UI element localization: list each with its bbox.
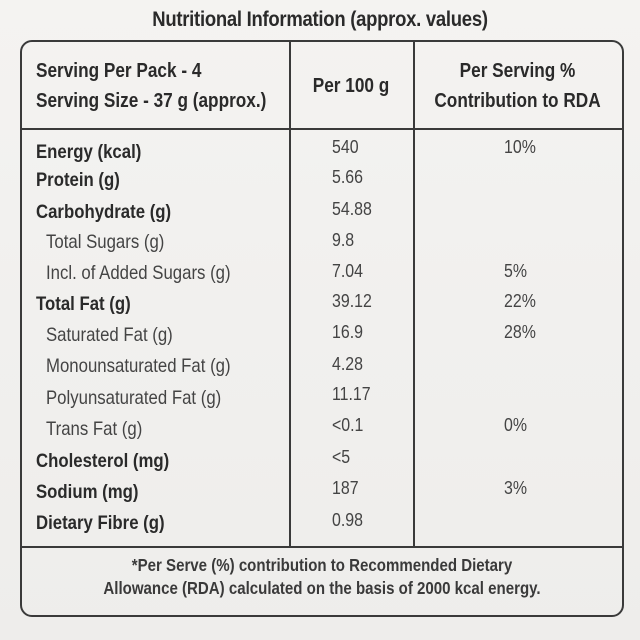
per-100g-value: 11.17 xyxy=(332,383,371,404)
label-title: Nutritional Information (approx. values) xyxy=(152,8,488,31)
rda-value: 10% xyxy=(504,136,536,157)
per-100g-value: 9.8 xyxy=(332,229,355,250)
nutrient-label: Sodium (mg) xyxy=(36,481,139,503)
per-100g-value: 187 xyxy=(332,477,359,498)
per-100g-value: <5 xyxy=(332,446,351,467)
nutrient-label: Protein (g) xyxy=(36,169,120,191)
rda-footnote xyxy=(64,554,580,600)
nutrient-label: Total Sugars (g) xyxy=(46,231,165,253)
nutrition-table xyxy=(20,40,624,617)
rda-value: 5% xyxy=(504,260,528,281)
nutrient-label: Energy (kcal) xyxy=(36,141,142,163)
per-100g-value: 7.04 xyxy=(332,260,363,281)
footnote-line: Allowance (RDA) calculated on the basis of 2000 kcal energy. xyxy=(103,578,541,598)
nutrient-label: Dietary Fibre (g) xyxy=(36,512,165,534)
rda-value: 0% xyxy=(504,414,528,435)
rda-value: 3% xyxy=(504,477,528,498)
serving-size: Serving Size - 37 g (approx.) xyxy=(36,90,267,112)
nutrient-label: Saturated Fat (g) xyxy=(46,324,173,346)
per-100g-value: <0.1 xyxy=(332,414,364,435)
rda-value: 22% xyxy=(504,290,536,311)
per-100g-value: 54.88 xyxy=(332,198,372,219)
column-divider xyxy=(413,42,415,546)
header-divider xyxy=(22,128,622,130)
per-100g-value: 0.98 xyxy=(332,509,363,530)
column-divider xyxy=(289,42,291,546)
per-100g-value: 16.9 xyxy=(332,321,363,342)
per-serving-header-line1: Per Serving % xyxy=(459,60,576,82)
nutrient-label: Cholesterol (mg) xyxy=(36,450,170,472)
per-100g-value: 5.66 xyxy=(332,166,363,187)
serving-per-pack: Serving Per Pack - 4 xyxy=(36,60,202,82)
nutrient-label: Monounsaturated Fat (g) xyxy=(46,355,231,377)
per-100g-value: 540 xyxy=(332,136,359,157)
per-100g-header: Per 100 g xyxy=(312,75,390,97)
rda-value: 28% xyxy=(504,321,536,342)
per-serving-header-line2: Contribution to RDA xyxy=(434,90,601,112)
nutrient-label: Trans Fat (g) xyxy=(46,418,143,440)
per-100g-value: 39.12 xyxy=(332,290,372,311)
footer-divider xyxy=(22,546,622,548)
footnote-line: *Per Serve (%) contribution to Recommended Dietary xyxy=(131,555,513,575)
nutrient-label: Incl. of Added Sugars (g) xyxy=(46,262,231,284)
nutrient-label: Carbohydrate (g) xyxy=(36,201,172,223)
nutrient-label: Total Fat (g) xyxy=(36,293,131,315)
nutrient-label: Polyunsaturated Fat (g) xyxy=(46,387,222,409)
per-100g-value: 4.28 xyxy=(332,353,363,374)
